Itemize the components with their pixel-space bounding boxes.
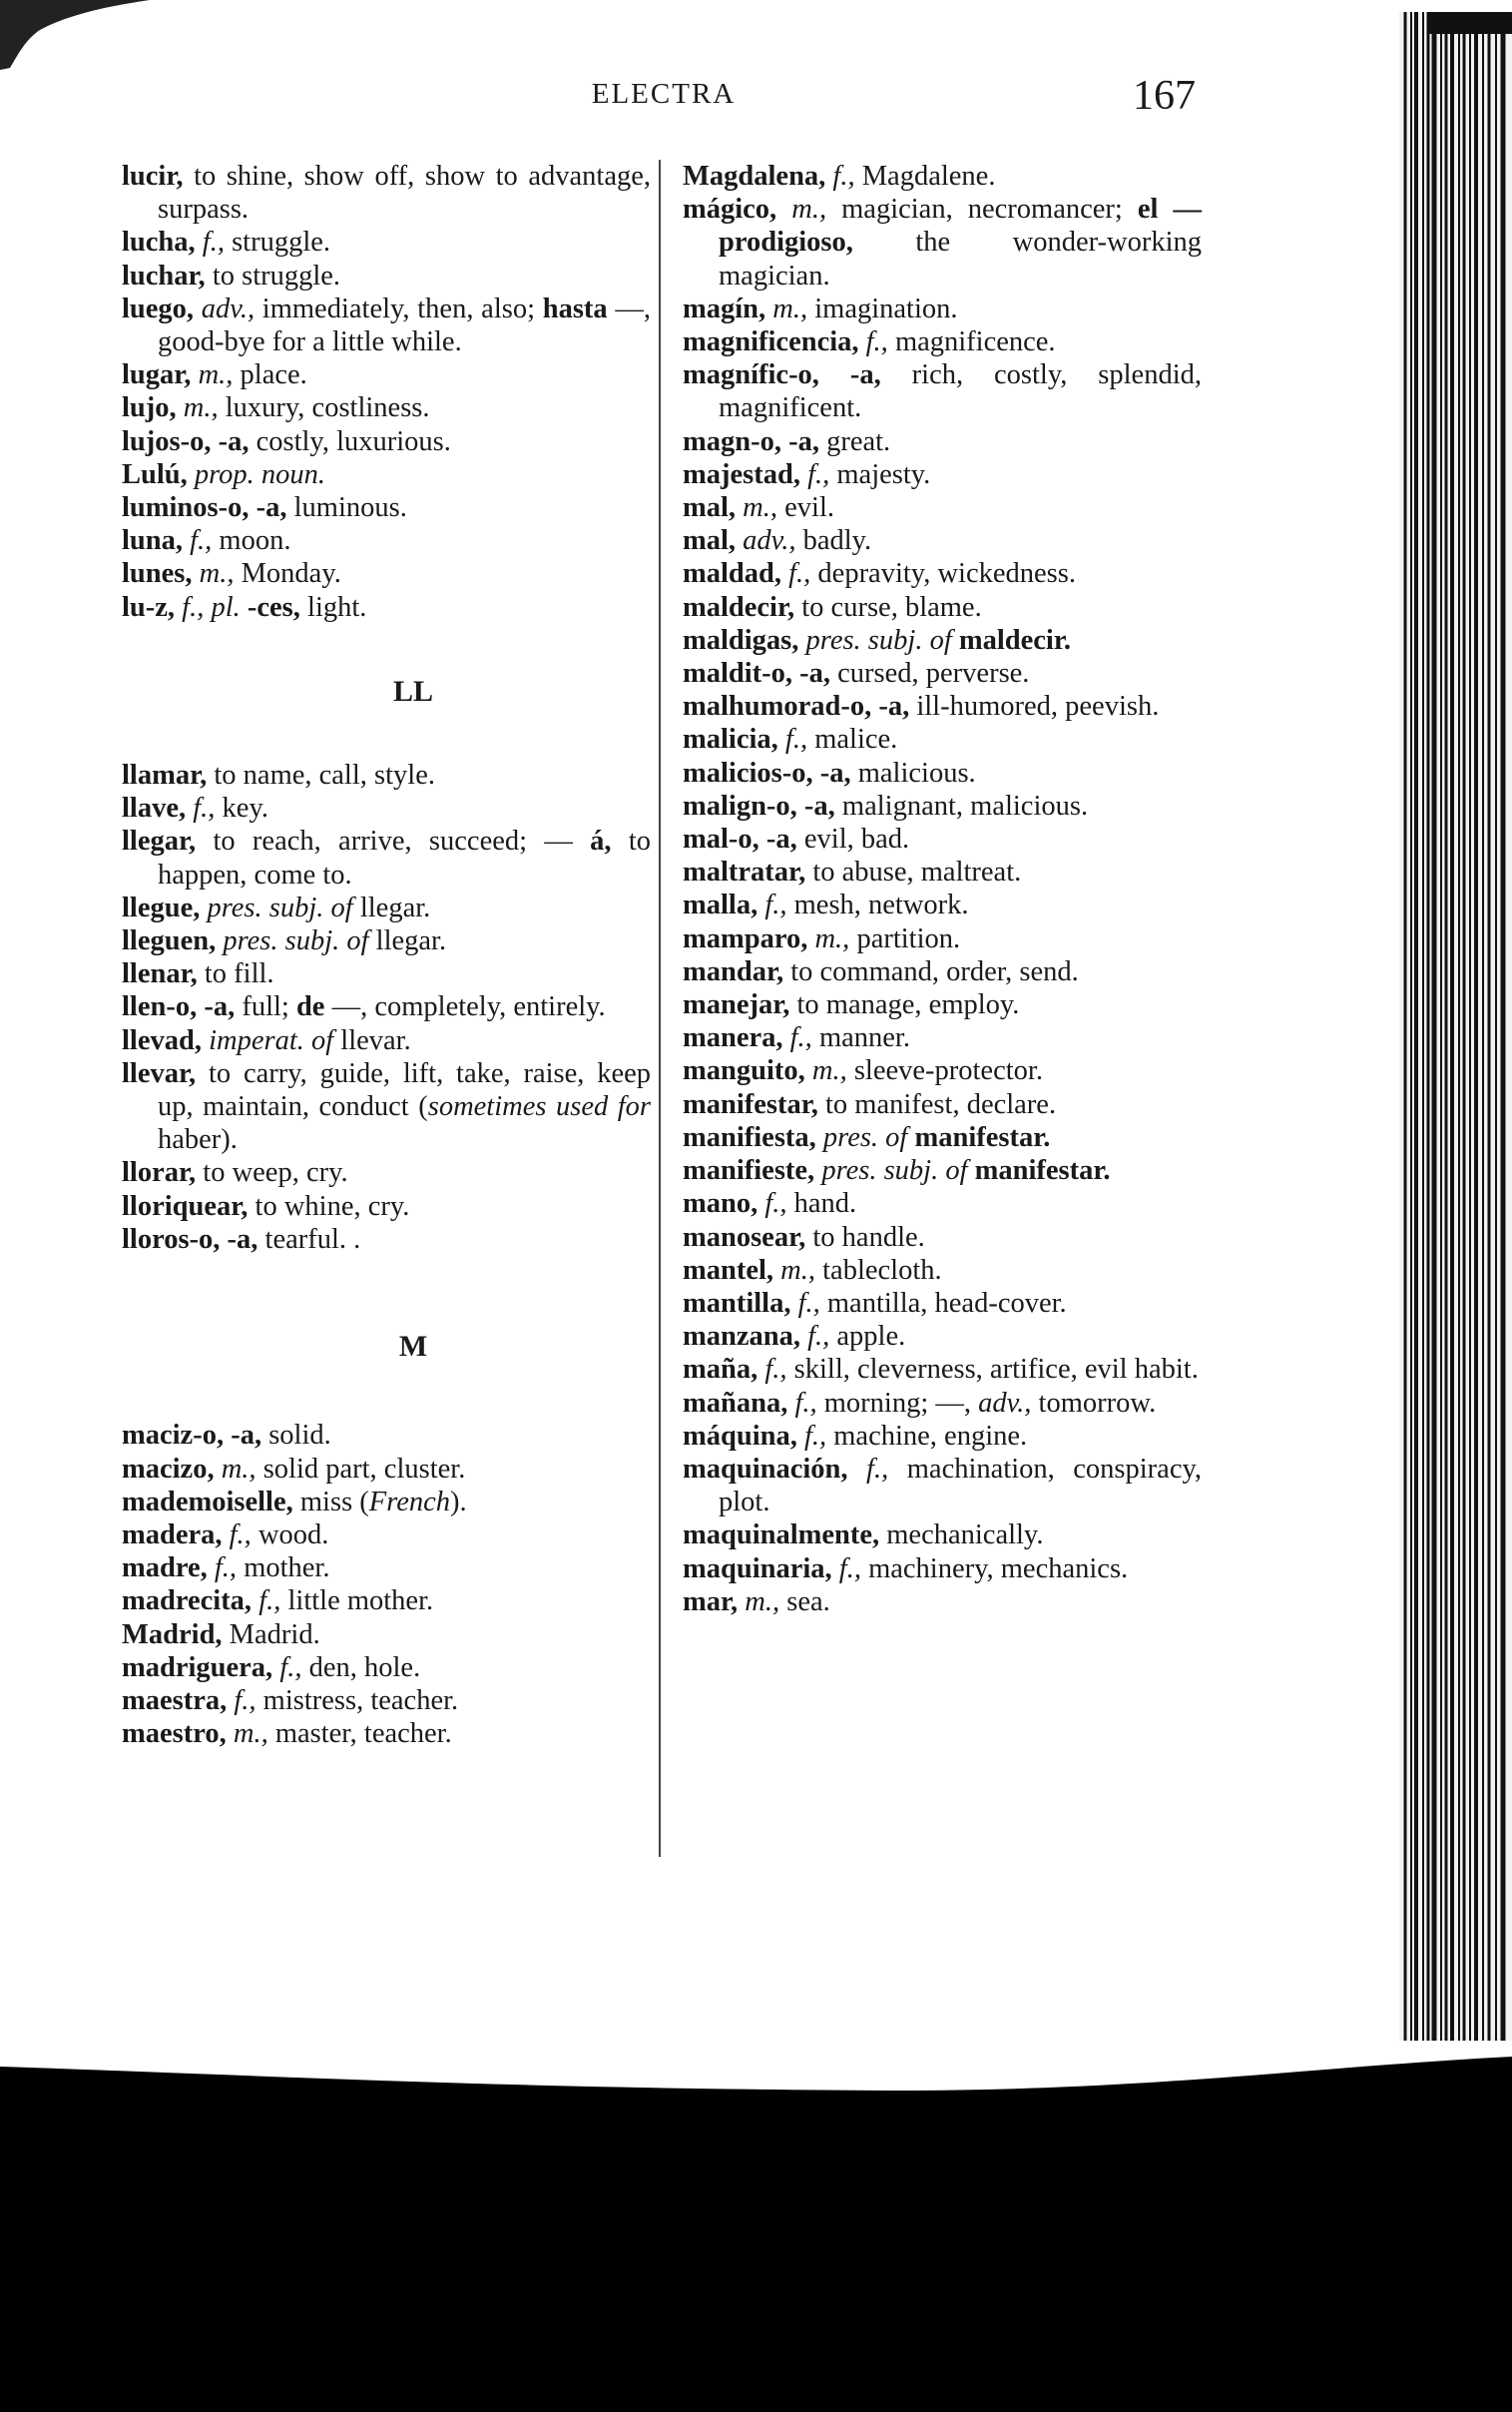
definition: to struggle.	[205, 260, 341, 292]
headword: mal-o, -a,	[683, 824, 797, 856]
headword: lloros-o, -a,	[122, 1223, 258, 1255]
grammar-label: m.,	[780, 1254, 815, 1286]
dictionary-entry	[683, 1420, 1202, 1453]
dictionary-entry	[122, 892, 651, 924]
headword: mal,	[683, 525, 737, 557]
headword: lloriquear,	[122, 1190, 249, 1222]
dictionary-entry	[683, 1320, 1202, 1353]
dictionary-entry	[683, 1387, 1202, 1420]
definition: llegar.	[352, 892, 431, 923]
grammar-label: French	[368, 1486, 451, 1517]
definition: to manage, employ.	[789, 989, 1020, 1021]
grammar-label: prop. noun.	[194, 458, 326, 490]
headword: maldigas,	[683, 624, 799, 656]
definition: hand.	[786, 1188, 857, 1220]
definition: mantilla, head-cover.	[819, 1287, 1067, 1319]
grammar-label: adv.,	[978, 1387, 1032, 1419]
grammar-label: m.,	[743, 492, 778, 524]
headword: malicios-o, -a,	[683, 757, 851, 789]
headword: maldad,	[683, 558, 781, 590]
definition: to weep, cry.	[196, 1157, 348, 1189]
grammar-label: f.,	[803, 1420, 827, 1452]
m-entries	[122, 1419, 651, 1750]
right-column	[683, 160, 1202, 1618]
definition: to abuse, maltreat.	[805, 857, 1022, 889]
grammar-label: m.,	[814, 922, 850, 954]
headword: majestad,	[683, 458, 800, 490]
headword: manifiesta,	[683, 1121, 816, 1153]
dictionary-entry	[683, 425, 1202, 458]
grammar-label: f.,	[784, 724, 808, 756]
dictionary-entry	[683, 988, 1202, 1021]
definition: badly.	[795, 525, 872, 557]
headword: mañana,	[683, 1387, 788, 1419]
grammar-label: m.,	[772, 293, 808, 324]
headword: lleguen,	[122, 925, 217, 957]
dictionary-entry	[683, 955, 1202, 988]
grammar-label: f.,	[764, 1354, 787, 1386]
definition: haber).	[158, 1124, 238, 1156]
subheadword: hasta	[542, 293, 608, 324]
definition: Magdalene.	[854, 161, 996, 192]
definition: ).	[450, 1486, 467, 1517]
grammar-label: f., pl.	[182, 591, 241, 623]
headword: maquinación,	[683, 1453, 848, 1485]
dictionary-entry	[683, 160, 1202, 193]
dictionary-entry	[683, 856, 1202, 889]
headword: manguito,	[683, 1055, 805, 1087]
grammar-label: f.,	[807, 1321, 830, 1353]
headword: lujo,	[122, 392, 177, 424]
headword: mantilla,	[683, 1287, 791, 1319]
definition: solid part, cluster.	[255, 1453, 466, 1485]
scan-bottom-shadow	[0, 2017, 1512, 2412]
definition: wood.	[251, 1518, 329, 1550]
dictionary-entry	[683, 557, 1202, 590]
section-heading-m: M	[398, 1330, 428, 1364]
headword: madera,	[122, 1518, 223, 1550]
subheadword: de	[295, 991, 325, 1023]
definition: den, hole.	[301, 1651, 421, 1683]
dictionary-entry	[122, 391, 651, 424]
dictionary-entry	[683, 1287, 1202, 1320]
headword: mandar,	[683, 955, 784, 987]
headword: macizo,	[122, 1453, 215, 1485]
subheadword: á,	[590, 826, 612, 858]
subheadword: manifestar.	[974, 1155, 1111, 1187]
headword: llevad,	[122, 1024, 202, 1056]
headword: maltratar,	[683, 857, 806, 889]
headword: manzana,	[683, 1321, 800, 1353]
running-title: ELECTRA	[591, 78, 737, 110]
definition: to manifest, declare.	[817, 1088, 1057, 1120]
dictionary-entry	[122, 524, 651, 557]
subheadword: el — prodigioso,	[719, 194, 1202, 259]
grammar-label: imperat. of	[209, 1024, 334, 1056]
definition: mesh, network.	[786, 890, 969, 921]
dictionary-entry	[683, 657, 1202, 690]
dictionary-entry	[122, 1453, 651, 1486]
definition: sea.	[779, 1585, 830, 1617]
grammar-label: f.,	[202, 227, 225, 259]
definition: partition.	[849, 922, 961, 954]
headword: malicia,	[683, 724, 778, 756]
dictionary-entry	[122, 1057, 651, 1157]
definition: to name, call, style.	[207, 760, 435, 792]
grammar-label: m.,	[233, 1718, 268, 1750]
definition: sleeve-protector.	[846, 1055, 1043, 1087]
dictionary-entry	[122, 260, 651, 293]
headword: magín,	[683, 293, 766, 324]
dictionary-entry	[122, 1223, 651, 1256]
definition: malignant, malicious.	[834, 790, 1089, 822]
page-corner-shadow	[0, 0, 150, 70]
definition: luxury, costliness.	[218, 392, 430, 424]
headword: maquinaria,	[683, 1552, 832, 1584]
dictionary-entry	[122, 557, 651, 590]
definition: —, good-bye for a little while.	[158, 293, 652, 358]
headword: llegue,	[122, 892, 201, 923]
grammar-label: adv.,	[743, 525, 796, 557]
grammar-label: m.,	[198, 359, 234, 391]
definition: tearful. .	[257, 1223, 361, 1255]
dictionary-entry	[683, 1221, 1202, 1254]
dictionary-entry	[122, 425, 651, 458]
grammar-label: f.,	[865, 326, 888, 358]
dictionary-entry	[683, 1021, 1202, 1054]
headword: llenar,	[122, 958, 198, 990]
headword: malhumorad-o, -a,	[683, 691, 910, 723]
definition: rich, costly, splendid, magnificent.	[719, 359, 1202, 424]
headword: maña,	[683, 1354, 758, 1386]
running-head	[0, 74, 1512, 124]
dictionary-entry	[683, 922, 1202, 955]
definition: to command, order, send.	[783, 955, 1079, 987]
grammar-label: f.,	[838, 1552, 861, 1584]
dictionary-entry	[122, 226, 651, 259]
headword: maestro,	[122, 1718, 227, 1750]
ma-entries	[683, 160, 1202, 1618]
grammar-label: m.,	[183, 392, 219, 424]
definition: evil, bad.	[796, 824, 910, 856]
definition	[952, 625, 959, 656]
dictionary-entry	[683, 889, 1202, 921]
headword: magnífic-o, -a,	[683, 359, 881, 391]
definition: tomorrow.	[1031, 1387, 1157, 1419]
dictionary-entry	[122, 1618, 651, 1651]
grammar-label: f.,	[279, 1651, 302, 1683]
grammar-label: m.,	[221, 1453, 256, 1485]
dictionary-entry	[683, 1154, 1202, 1187]
dictionary-entry	[122, 759, 651, 792]
headword: mantel,	[683, 1254, 774, 1286]
headword: maldecir,	[683, 591, 795, 623]
headword: lugar,	[122, 359, 192, 391]
dictionary-entry	[683, 1254, 1202, 1287]
dictionary-entry	[683, 1121, 1202, 1154]
dictionary-entry	[683, 1353, 1202, 1386]
dictionary-entry	[122, 1584, 651, 1617]
dictionary-entry	[122, 1190, 651, 1223]
definition: machinery, mechanics.	[860, 1552, 1129, 1584]
headword: lujos-o, -a,	[122, 425, 250, 457]
dictionary-entry	[683, 524, 1202, 557]
grammar-label: f.,	[258, 1585, 281, 1617]
definition: majesty.	[829, 458, 931, 490]
definition: mistress, teacher.	[255, 1684, 459, 1716]
dictionary-entry	[122, 491, 651, 524]
definition: key.	[215, 793, 268, 825]
headword: maquinalmente,	[683, 1519, 880, 1551]
grammar-label: f.,	[788, 558, 811, 590]
headword: magn-o, -a,	[683, 425, 819, 457]
definition: little mother.	[280, 1585, 434, 1617]
dictionary-entry	[122, 591, 651, 624]
dictionary-entry	[683, 358, 1202, 424]
headword: manera,	[683, 1022, 783, 1054]
definition: —, completely, entirely.	[324, 991, 606, 1023]
dictionary-entry	[683, 1518, 1202, 1551]
definition: magician, necromancer;	[826, 194, 1138, 226]
dictionary-entry	[122, 792, 651, 825]
headword: llave,	[122, 793, 187, 825]
definition: luminous.	[286, 492, 407, 524]
definition: moon.	[212, 525, 291, 557]
headword: madre,	[122, 1552, 208, 1584]
headword: mamparo,	[683, 922, 808, 954]
definition: malicious.	[850, 757, 976, 789]
headword: llegar,	[122, 826, 197, 858]
definition: to shine, show off, show to advantage, surpass.	[158, 161, 651, 226]
headword: luchar,	[122, 260, 206, 292]
grammar-label: f.,	[764, 890, 787, 921]
headword: manifestar,	[683, 1088, 818, 1120]
dictionary-entry	[683, 193, 1202, 293]
section-heading-ll: LL	[392, 674, 434, 708]
subheadword: maldecir.	[958, 624, 1071, 656]
definition: morning; —,	[816, 1387, 979, 1419]
definition: to reach, arrive, succeed; —	[196, 826, 591, 858]
headword: máquina,	[683, 1420, 797, 1452]
definition: light.	[299, 591, 367, 623]
definition: evil.	[777, 492, 835, 524]
definition: cursed, perverse.	[830, 658, 1030, 690]
definition: to happen, come to.	[158, 826, 652, 891]
definition: tablecloth.	[815, 1254, 942, 1286]
headword: lucir,	[122, 161, 184, 192]
dictionary-entry	[122, 990, 651, 1023]
dictionary-entry	[122, 1551, 651, 1584]
headword: lunes,	[122, 558, 193, 590]
definition: mother.	[237, 1552, 330, 1584]
dictionary-entry	[683, 823, 1202, 856]
dictionary-entry	[122, 1024, 651, 1057]
grammar-label: m.,	[811, 1055, 847, 1087]
definition: depravity, wickedness.	[810, 558, 1076, 590]
grammar-label: f.,	[794, 1387, 817, 1419]
definition: full;	[235, 991, 296, 1023]
headword: malla,	[683, 890, 758, 921]
headword: magnificencia,	[683, 326, 859, 358]
page-number: 167	[1133, 73, 1196, 119]
grammar-label: m.,	[745, 1585, 780, 1617]
dictionary-entry	[122, 293, 651, 358]
headword: mar,	[683, 1585, 739, 1617]
headword: llamar,	[122, 760, 208, 792]
definition: the wonder-working magician.	[719, 227, 1202, 292]
dictionary-entry	[122, 160, 651, 226]
grammar-label: pres. of	[822, 1121, 908, 1153]
definition: to whine, cry.	[248, 1190, 410, 1222]
grammar-label: m.,	[791, 194, 827, 226]
headword: maestra,	[122, 1684, 228, 1716]
grammar-label: f.,	[764, 1188, 787, 1220]
dictionary-entry	[683, 757, 1202, 790]
dictionary-entry	[683, 1054, 1202, 1087]
dictionary-entry	[683, 591, 1202, 624]
grammar-label: f.,	[193, 793, 216, 825]
definition: Monday.	[234, 558, 341, 590]
definition: machination, conspiracy, plot.	[719, 1453, 1202, 1518]
definition: llegar.	[368, 925, 447, 957]
definition: costly, luxurious.	[249, 425, 451, 457]
dictionary-entry	[122, 1419, 651, 1452]
definition: to curse, blame.	[794, 591, 982, 623]
grammar-label: pres. subj. of	[805, 624, 952, 656]
dictionary-entry	[683, 624, 1202, 657]
definition	[968, 1155, 975, 1186]
headword: mágico,	[683, 194, 777, 226]
grammar-label: pres. subj. of	[207, 892, 353, 923]
definition: malice.	[807, 724, 898, 756]
definition: imagination.	[807, 293, 958, 324]
headword: maldit-o, -a,	[683, 658, 831, 690]
dictionary-entry	[683, 723, 1202, 756]
headword: manejar,	[683, 989, 790, 1021]
dictionary-entry	[683, 690, 1202, 723]
definition: mechanically.	[879, 1519, 1044, 1551]
dictionary-entry	[683, 293, 1202, 325]
definition: llevar.	[333, 1024, 411, 1056]
book-page-edge	[1399, 12, 1512, 2041]
dictionary-entry	[122, 1518, 651, 1551]
headword: Madrid,	[122, 1618, 223, 1650]
grammar-label: adv.,	[201, 293, 255, 324]
headword: mano,	[683, 1188, 758, 1220]
definition: miss (	[292, 1486, 369, 1517]
headword: manifieste,	[683, 1155, 815, 1187]
dictionary-entry	[122, 1651, 651, 1684]
dictionary-entry	[683, 491, 1202, 524]
column-divider	[659, 160, 661, 1857]
dictionary-entry	[683, 790, 1202, 823]
headword: Lulú,	[122, 458, 188, 490]
headword: llen-o, -a,	[122, 991, 236, 1023]
headword: luminos-o, -a,	[122, 492, 287, 524]
l-entries	[122, 160, 651, 624]
dictionary-entry	[122, 924, 651, 957]
headword: lu-z,	[122, 591, 176, 623]
grammar-label: f.,	[797, 1287, 820, 1319]
headword: mademoiselle,	[122, 1486, 293, 1517]
grammar-label: pres. subj. of	[821, 1155, 968, 1187]
definition: manner.	[811, 1022, 910, 1054]
dictionary-entry	[122, 957, 651, 990]
headword: madriguera,	[122, 1651, 273, 1683]
headword: malign-o, -a,	[683, 790, 835, 822]
headword: manosear,	[683, 1221, 806, 1253]
headword: Magdalena,	[683, 161, 826, 192]
definition: machine, engine.	[826, 1420, 1028, 1452]
subheadword: manifestar.	[914, 1121, 1051, 1153]
dictionary-entry	[122, 1486, 651, 1518]
grammar-label: pres. subj. of	[223, 925, 369, 957]
definition: immediately, then, also;	[254, 293, 543, 324]
definition: Madrid.	[222, 1618, 320, 1650]
grammar-label: f.,	[866, 1453, 889, 1485]
ll-entries	[122, 759, 651, 1256]
grammar-label: f.,	[190, 525, 213, 557]
definition: ill-humored, peevish.	[909, 691, 1160, 723]
definition: to handle.	[805, 1221, 925, 1253]
grammar-label: f.,	[234, 1684, 256, 1716]
grammar-label: f.,	[832, 161, 855, 192]
headword: maciz-o, -a,	[122, 1420, 262, 1452]
dictionary-entry	[122, 825, 651, 891]
dictionary-entry	[683, 1453, 1202, 1518]
dictionary-entry	[683, 1552, 1202, 1585]
definition: skill, cleverness, artifice, evil habit.	[786, 1354, 1199, 1386]
definition: struggle.	[224, 227, 331, 259]
grammar-label: f.,	[789, 1022, 812, 1054]
headword: lucha,	[122, 227, 196, 259]
definition: master, teacher.	[267, 1718, 452, 1750]
definition: to fill.	[197, 958, 274, 990]
definition: apple.	[829, 1321, 906, 1353]
definition: great.	[818, 425, 891, 457]
dictionary-entry	[683, 1088, 1202, 1121]
dictionary-entry	[683, 458, 1202, 491]
dictionary-entry	[122, 358, 651, 391]
headword: llorar,	[122, 1157, 197, 1189]
definition: to carry, guide, lift, take, raise, keep up, maintain, conduct (	[158, 1057, 651, 1123]
grammar-label: m.,	[199, 558, 235, 590]
dictionary-entry	[122, 1156, 651, 1189]
definition: solid.	[261, 1420, 331, 1452]
grammar-label: sometimes used for	[427, 1091, 651, 1123]
headword: llevar,	[122, 1057, 197, 1089]
headword: luego,	[122, 293, 195, 324]
dictionary-entry	[122, 458, 651, 491]
subheadword: -ces,	[247, 591, 300, 623]
dictionary-entry	[683, 325, 1202, 358]
grammar-label: f.,	[807, 458, 830, 490]
grammar-label: f.,	[214, 1552, 238, 1584]
headword: luna,	[122, 525, 183, 557]
dictionary-entry	[122, 1684, 651, 1717]
grammar-label: f.,	[229, 1518, 252, 1550]
dictionary-entry	[683, 1585, 1202, 1618]
definition: place.	[233, 359, 307, 391]
headword: mal,	[683, 492, 737, 524]
headword: madrecita,	[122, 1585, 252, 1617]
definition: magnificence.	[887, 326, 1056, 358]
definition	[241, 592, 248, 623]
dictionary-entry	[683, 1187, 1202, 1220]
dictionary-entry	[122, 1717, 651, 1750]
left-column	[122, 160, 651, 1750]
